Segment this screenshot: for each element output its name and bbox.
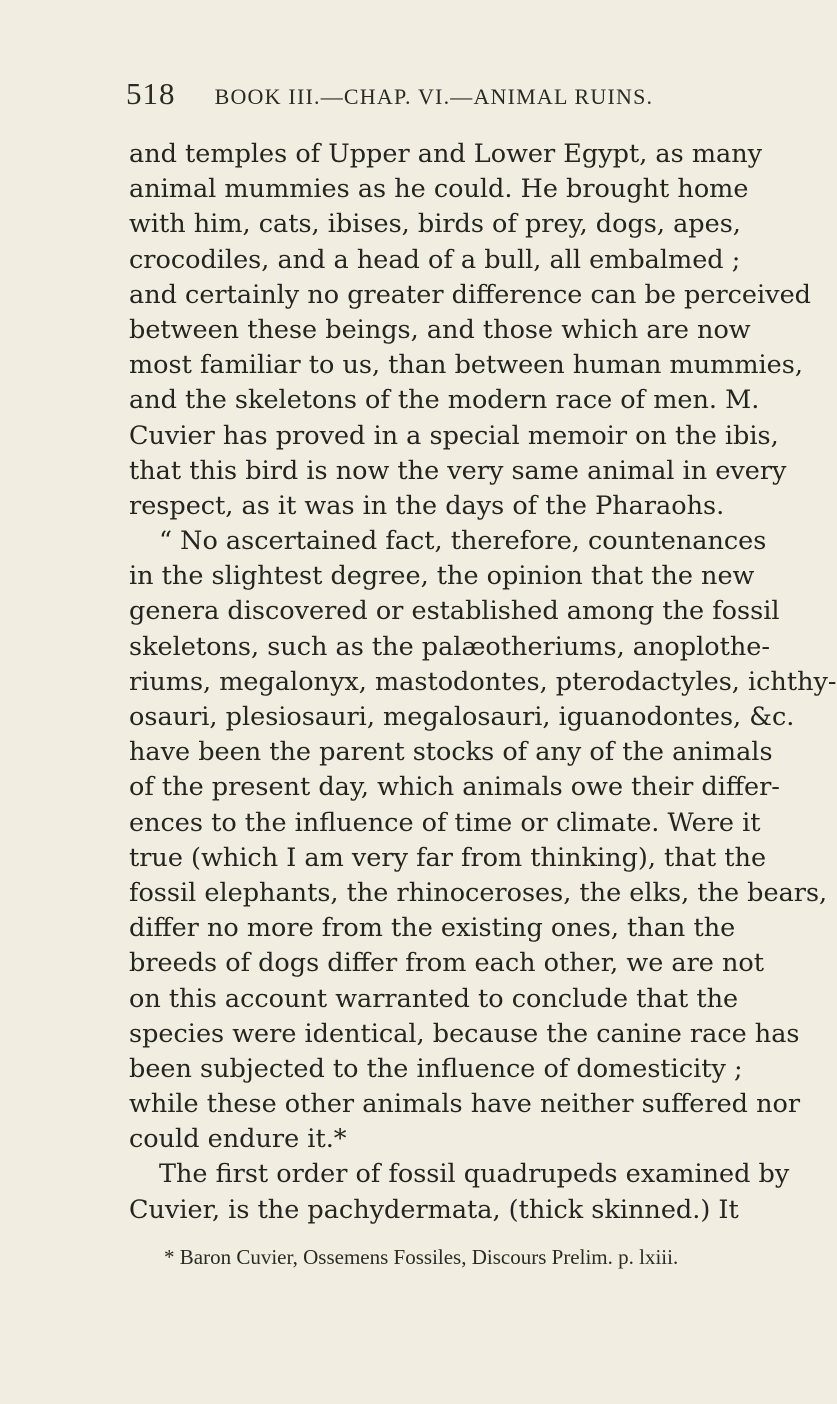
text-line: and certainly no greater difference can be perceived — [129, 279, 811, 310]
text-line: been subjected to the influence of domesticity ; — [129, 1053, 743, 1084]
text-line: could endure it.* — [129, 1124, 347, 1155]
text-line: true (which I am very far from thinking), that the — [129, 842, 767, 873]
text-line: and temples of Upper and Lower Egypt, as many — [129, 139, 763, 169]
text-line: ences to the influence of time or climate. Were it — [129, 807, 761, 838]
text-line: have been the parent stocks of any of the animals — [129, 737, 773, 768]
text-line: while these other animals have neither suffered nor — [129, 1089, 801, 1120]
text-line: fossil elephants, the rhinoceroses, the elks, the bears, — [129, 877, 828, 908]
running-head: BOOK III.—CHAP. VI.—ANIMAL RUINS. — [214, 84, 654, 109]
page-header — [126, 76, 706, 112]
text-line: Cuvier, is the pachydermata, (thick skinned.) It — [129, 1194, 739, 1225]
text-line: osauri, plesiosauri, megalosauri, iguanodontes, &c. — [129, 702, 795, 732]
text-line: on this account warranted to conclude that the — [129, 983, 739, 1014]
page-number: 518 — [126, 76, 176, 111]
text-line: between these beings, and those which are now — [129, 314, 751, 345]
text-line: The first order of fossil quadrupeds examined by — [159, 1159, 790, 1190]
text-line: differ no more from the existing ones, than the — [129, 913, 736, 944]
text-line: skeletons, such as the palæotheriums, anoplothe- — [129, 631, 770, 662]
text-line: respect, as it was in the days of the Pharaohs. — [129, 490, 725, 521]
text-line: animal mummies as he could. He brought home — [129, 174, 749, 205]
text-line: and the skeletons of the modern race of men. M. — [129, 385, 760, 416]
text-line: most familiar to us, than between human mummies, — [129, 350, 803, 381]
footnote: * Baron Cuvier, Ossemens Fossiles, Discours Prelim. p. lxiii. — [164, 1245, 679, 1269]
text-line: breeds of dogs differ from each other, we are not — [129, 948, 764, 979]
text-line: “ No ascertained fact, therefore, countenances — [159, 526, 767, 557]
text-line: genera discovered or established among the fossil — [129, 596, 780, 627]
body-text — [129, 137, 837, 1225]
text-line: in the slightest degree, the opinion that the new — [129, 561, 755, 592]
text-line: that this bird is now the very same animal in every — [129, 455, 787, 486]
text-line: with him, cats, ibises, birds of prey, dogs, apes, — [129, 209, 741, 240]
text-line: species were identical, because the canine race has — [129, 1018, 800, 1049]
text-line: riums, megalonyx, mastodontes, pterodactyles, ichthy- — [129, 666, 837, 697]
text-line: of the present day, which animals owe their differ- — [129, 772, 780, 803]
text-line: crocodiles, and a head of a bull, all embalmed ; — [129, 244, 741, 275]
text-line: Cuvier has proved in a special memoir on the ibis, — [129, 420, 779, 451]
